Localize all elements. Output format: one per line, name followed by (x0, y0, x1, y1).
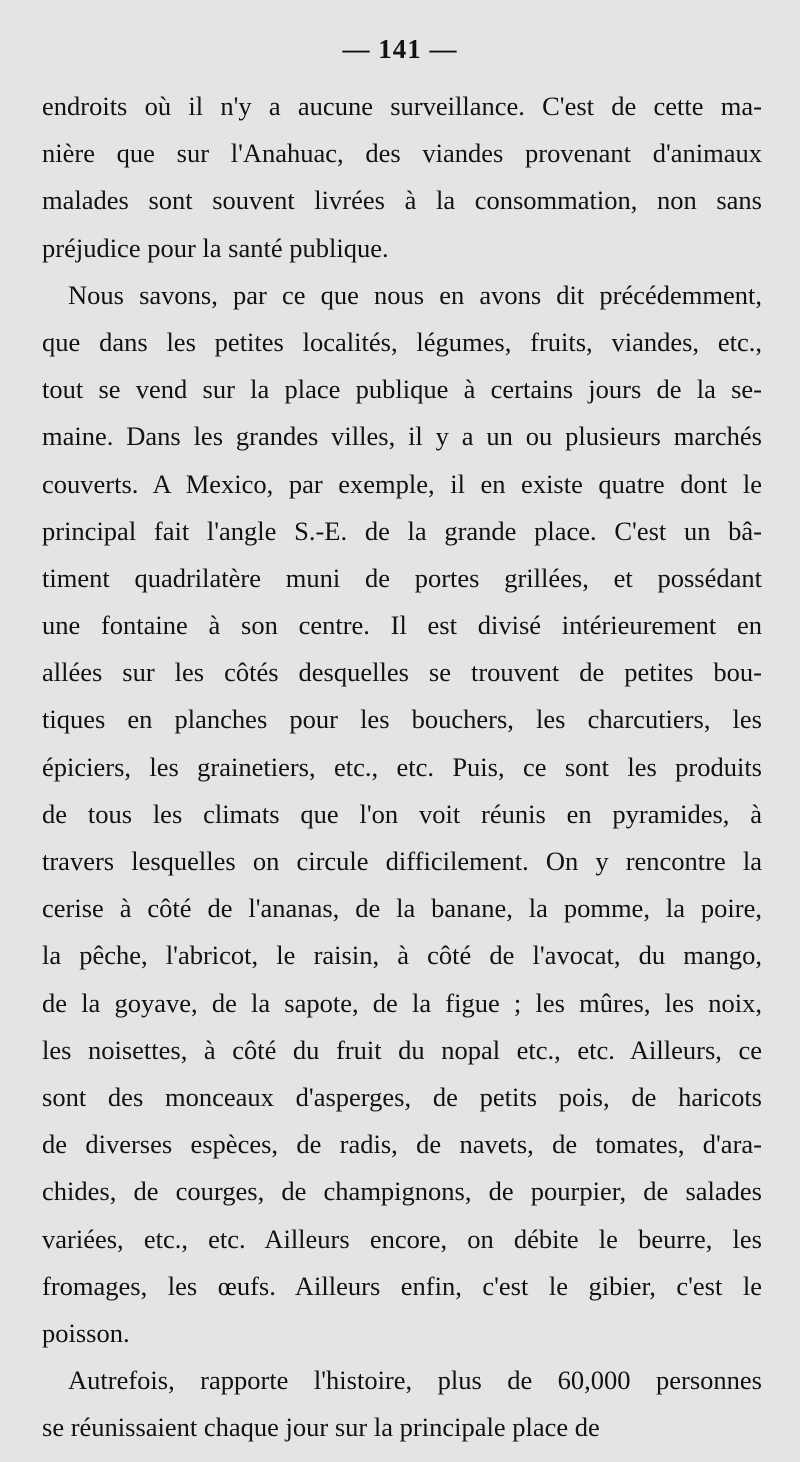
text-line: préjudice pour la santé publique. (42, 232, 389, 263)
paragraph (42, 83, 762, 272)
text-line: que dans les petites localités, légumes, fruits, viandes, etc., (42, 326, 762, 357)
text-line: couverts. A Mexico, par exemple, il en existe quatre dont le (42, 468, 762, 499)
text-line: tiques en planches pour les bouchers, les charcutiers, les (42, 704, 762, 735)
text-line: timent quadrilatère muni de portes grillées, et possédant (42, 562, 762, 593)
text-line: malades sont souvent livrées à la consommation, non sans (42, 185, 762, 216)
text-line: variées, etc., etc. Ailleurs encore, on débite le beurre, les (42, 1223, 762, 1254)
text-line: Nous savons, par ce que nous en avons dit précédemment, (68, 279, 762, 310)
text-line: les noisettes, à côté du fruit du nopal etc., etc. Ailleurs, ce (42, 1034, 762, 1065)
text-line: allées sur les côtés desquelles se trouvent de petites bou- (42, 657, 762, 688)
text-line: sont des monceaux d'asperges, de petits pois, de haricots (42, 1081, 762, 1112)
body-text (42, 83, 762, 1451)
text-line: épiciers, les grainetiers, etc., etc. Puis, ce sont les produits (42, 751, 762, 782)
text-line: se réunissaient chaque jour sur la principale place de (42, 1412, 600, 1443)
paragraph (42, 1357, 762, 1451)
text-line: endroits où il n'y a aucune surveillance. C'est de cette ma- (42, 91, 762, 121)
text-line: principal fait l'angle S.-E. de la grande place. C'est un bâ- (42, 515, 762, 546)
text-line: la pêche, l'abricot, le raisin, à côté de l'avocat, du mango, (42, 940, 762, 971)
text-line: travers lesquelles on circule difficilement. On y rencontre la (42, 846, 762, 876)
text-line: nière que sur l'Anahuac, des viandes provenant d'animaux (42, 138, 762, 169)
page-number-header: — 141 — (342, 34, 458, 64)
text-line: de tous les climats que l'on voit réunis en pyramides, à (42, 798, 762, 829)
text-line: maine. Dans les grandes villes, il y a un ou plusieurs marchés (42, 421, 762, 452)
text-line: une fontaine à son centre. Il est divisé intérieurement en (42, 610, 762, 641)
text-line: Autrefois, rapporte l'histoire, plus de 60,000 personnes (68, 1365, 762, 1396)
text-line: de diverses espèces, de radis, de navets, de tomates, d'ara- (42, 1129, 762, 1160)
text-line: cerise à côté de l'ananas, de la banane, la pomme, la poire, (42, 893, 762, 924)
paragraph (42, 272, 762, 1357)
text-line: de la goyave, de la sapote, de la figue ; les mûres, les noix, (42, 987, 762, 1018)
text-line: fromages, les œufs. Ailleurs enfin, c'est le gibier, c'est le (42, 1270, 762, 1301)
text-line: poisson. (42, 1317, 130, 1348)
text-line: chides, de courges, de champignons, de pourpier, de salades (42, 1176, 762, 1207)
text-line: tout se vend sur la place publique à certains jours de la se- (42, 374, 762, 405)
